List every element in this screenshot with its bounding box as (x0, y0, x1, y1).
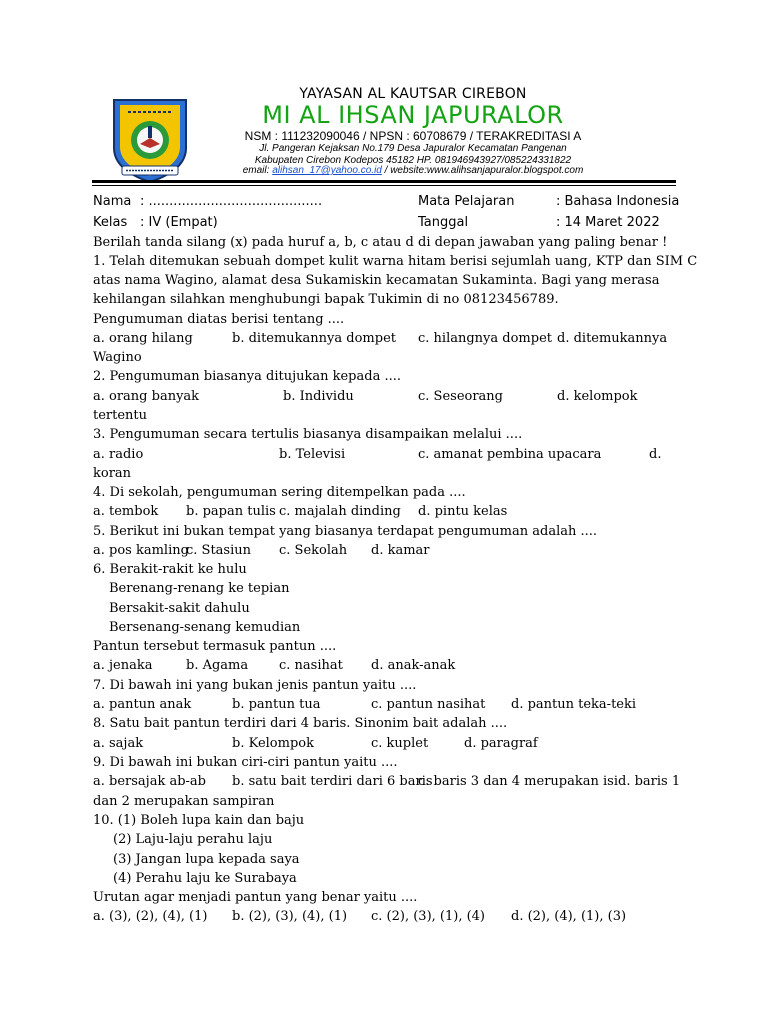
q10-option-c[interactable]: c. (2), (3), (1), (4) (371, 909, 485, 924)
q8-option-a[interactable]: a. sajak (93, 736, 144, 751)
q7-stem: 7. Di bawah ini yang bukan jenis pantun yaitu .... (93, 678, 417, 693)
q8-option-c[interactable]: c. kuplet (371, 736, 429, 751)
q7-option-d[interactable]: d. pantun teka-teki (511, 697, 637, 712)
q10-verse-line-2: (2) Laju-laju perahu laju (113, 832, 273, 847)
q9-option-d-wrap: dan 2 merupakan sampiran (93, 794, 275, 809)
instruction: Berilah tanda silang (x) pada huruf a, b, c atau d di depan jawaban yang paling benar ! (93, 235, 668, 250)
email-link[interactable]: alihsan_17@yahoo.co.id (272, 165, 382, 176)
q10-verse-line-4: (4) Perahu laju ke Surabaya (113, 871, 297, 886)
q4-option-a[interactable]: a. tembok (93, 504, 159, 519)
q9-option-d[interactable]: d. baris 1 (618, 774, 681, 789)
q9-option-c[interactable]: c. baris 3 dan 4 merupakan isi (418, 774, 618, 789)
foundation-name: YAYASAN AL KAUTSAR CIREBON (299, 86, 527, 102)
q5-option-a[interactable]: a. pos kamling (93, 543, 189, 558)
email-label: email: (242, 165, 270, 176)
q4-option-d[interactable]: d. pintu kelas (418, 504, 508, 519)
q1-line-2: atas nama Wagino, alamat desa Sukamiskin kecamatan Sukaminta. Bagi yang merasa (93, 273, 660, 288)
q6-option-c[interactable]: c. nasihat (279, 658, 343, 673)
date-label: Tanggal (418, 215, 469, 230)
class-label: Kelas (93, 215, 128, 230)
q1-line-3: kehilangan silahkan menghubungi bapak Tukimin di no 08123456789. (93, 292, 559, 307)
q7-option-a[interactable]: a. pantun anak (93, 697, 192, 712)
q3-stem: 3. Pengumuman secara tertulis biasanya disampaikan melalui .... (93, 427, 523, 442)
subject-value: : Bahasa Indonesia (556, 194, 680, 209)
q8-option-b[interactable]: b. Kelompok (232, 736, 314, 751)
class-value: : IV (Empat) (140, 215, 218, 230)
school-contact (200, 165, 626, 176)
q10-option-a[interactable]: a. (3), (2), (4), (1) (93, 909, 208, 924)
q2-option-c[interactable]: c. Seseorang (418, 389, 503, 404)
q2-option-d[interactable]: d. kelompok (557, 389, 638, 404)
school-name: MI AL IHSAN JAPURALOR (262, 101, 564, 129)
q1-option-a[interactable]: a. orang hilang (93, 331, 193, 346)
name-label: Nama (93, 194, 132, 209)
q8-option-d[interactable]: d. paragraf (464, 736, 538, 751)
website-text: / website:www.alihsanjapuralor.blogspot.com (384, 165, 584, 176)
q3-option-b[interactable]: b. Televisi (279, 447, 346, 462)
q3-option-a[interactable]: a. radio (93, 447, 144, 462)
header-divider-thick (92, 180, 676, 183)
q9-stem: 9. Di bawah ini bukan ciri-ciri pantun yaitu .... (93, 755, 398, 770)
school-registration: NSM : 111232090046 / NPSN : 60708679 / TERAKREDITASI A (244, 129, 582, 143)
q2-stem: 2. Pengumuman biasanya ditujukan kepada .... (93, 369, 401, 384)
name-field[interactable]: : .......................................... (140, 194, 323, 209)
school-logo-emblem (108, 96, 192, 184)
q1-option-b[interactable]: b. ditemukannya dompet (232, 331, 396, 346)
q6-stem: 6. Berakit-rakit ke hulu (93, 562, 247, 577)
q3-option-c[interactable]: c. amanat pembina upacara (418, 447, 602, 462)
q10-question: Urutan agar menjadi pantun yang benar yaitu .... (93, 890, 418, 905)
q5-option-c[interactable]: c. Sekolah (279, 543, 348, 558)
subject-label: Mata Pelajaran (418, 194, 515, 209)
q2-option-d-wrap: tertentu (93, 408, 148, 423)
q1-option-c[interactable]: c. hilangnya dompet (418, 331, 552, 346)
q9-option-a[interactable]: a. bersajak ab-ab (93, 774, 206, 789)
q2-option-a[interactable]: a. orang banyak (93, 389, 200, 404)
q6-question: Pantun tersebut termasuk pantun .... (93, 639, 337, 654)
q10-option-d[interactable]: d. (2), (4), (1), (3) (511, 909, 627, 924)
q9-option-b[interactable]: b. satu bait terdiri dari 6 baris (232, 774, 433, 789)
q1-option-d-wrap: Wagino (93, 350, 142, 365)
q6-verse-line-2: Berenang-renang ke tepian (109, 581, 290, 596)
q10-option-b[interactable]: b. (2), (3), (4), (1) (232, 909, 348, 924)
q1-option-d[interactable]: d. ditemukannya (557, 331, 668, 346)
q6-verse-line-4: Bersenang-senang kemudian (109, 620, 301, 635)
q10-stem: 10. (1) Boleh lupa kain dan baju (93, 813, 305, 828)
q4-option-b[interactable]: b. papan tulis (186, 504, 276, 519)
q6-option-b[interactable]: b. Agama (186, 658, 249, 673)
q5-option-b[interactable]: c. Stasiun (186, 543, 251, 558)
q7-option-b[interactable]: b. pantun tua (232, 697, 321, 712)
date-value: : 14 Maret 2022 (556, 215, 660, 230)
q1-line-1: 1. Telah ditemukan sebuah dompet kulit warna hitam berisi sejumlah uang, KTP dan SIM C (93, 254, 698, 269)
q6-option-d[interactable]: d. anak-anak (371, 658, 456, 673)
header-divider-thin (92, 185, 676, 186)
q5-stem: 5. Berikut ini bukan tempat yang biasanya terdapat pengumuman adalah .... (93, 524, 598, 539)
q8-stem: 8. Satu bait pantun terdiri dari 4 baris. Sinonim bait adalah .... (93, 716, 508, 731)
q3-option-d-wrap: koran (93, 466, 132, 481)
q5-option-d[interactable]: d. kamar (371, 543, 430, 558)
q7-option-c[interactable]: c. pantun nasihat (371, 697, 486, 712)
q1-question: Pengumuman diatas berisi tentang .... (93, 312, 345, 327)
q4-option-c[interactable]: c. majalah dinding (279, 504, 401, 519)
school-address-line-1: Jl. Pangeran Kejaksan No.179 Desa Japuralor Kecamatan Pangenan (259, 143, 567, 154)
q3-option-d[interactable]: d. (649, 447, 662, 462)
q4-stem: 4. Di sekolah, pengumuman sering ditempelkan pada .... (93, 485, 466, 500)
school-address-line-2: Kabupaten Cirebon Kodepos 45182 HP. 081946943927/085224331822 (254, 155, 572, 166)
q2-option-b[interactable]: b. Individu (283, 389, 354, 404)
q6-option-a[interactable]: a. jenaka (93, 658, 153, 673)
q10-verse-line-3: (3) Jangan lupa kepada saya (113, 852, 300, 867)
q6-verse-line-3: Bersakit-sakit dahulu (109, 601, 250, 616)
